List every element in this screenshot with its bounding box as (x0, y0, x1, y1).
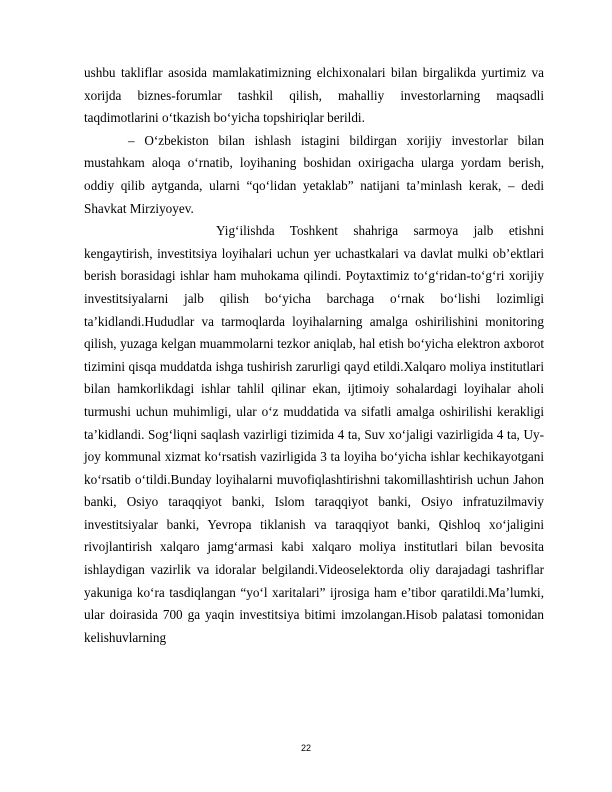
document-page (84, 62, 544, 649)
paragraph-1: ushbu takliflar asosida mamlakatimizning elchixonalari bilan birgalikda yurtimiz va xorijda biznes-forumlar tashkil qilish, mahalliy investorlarning maqsadli taqdimotlarini o‘tkazish bo‘yicha topshiriqlar berildi. (84, 65, 544, 126)
paragraph-2: – O‘zbekiston bilan ishlash istagini bildirgan xorijiy investorlar bilan mustahkam aloqa o‘rnatib, loyihaning boshidan oxirigacha ularga yordam berish, oddiy qilib aytganda, ularni “qo‘lidan yetaklab” natijani ta’minlash kerak, – dedi Shavkat Mirziyoyev. (84, 132, 544, 216)
paragraph-3: Yig‘ilishda Toshkent shahriga sarmoya jalb etishni kengaytirish, investitsiya loyihalari uchun yer uchastkalari va davlat mulki ob’ektlari berish borasidagi ishlar ham muhokama qilindi. Poytaxtimiz to‘g‘ridan-to‘g‘ri xorijiy investitsiyalarni jalb qilish bo‘yicha barchaga o‘rnak bo‘lishi lozimligi ta’kidlandi.Hududlar va tarmoqlarda loyihalarning amalga oshirilishini monitoring qilish, yuzaga kelgan muammolarni tezkor aniqlab, hal etish bo‘yicha elektron axborot tizimini qisqa muddatda ishga tushirish zarurligi qayd etildi.Xalqaro moliya institutlari bilan hamkorlikdagi ishlar tahlil qilinar ekan, ijtimoiy sohalardagi loyihalar aholi turmushi uchun muhimligi, ular o‘z muddatida va sifatli amalga oshirilishi kerakligi ta’kidlandi. Sog‘liqni saqlash vazirligi tizimida 4 ta, Suv xo‘jaligi vazirligida 4 ta, Uy-joy kommunal xizmat ko‘rsatish vazirligida 3 ta loyiha bo‘yicha ishlar kechikayotgani ko‘rsatib o‘tildi.Bunday loyihalarni muvofiqlashtirishni takomillashtirish uchun Jahon banki, Osiyo taraqqiyot banki, Islom taraqqiyot banki, Osiyo infratuzilmaviy investitsiyalar banki, Yevropa tiklanish va taraqqiyot banki, Qishloq xo‘jaligini rivojlantirish xalqaro jamg‘armasi kabi xalqaro moliya institutlari bilan bevosita ishlaydigan vazirlik va idoralar belgilandi.Videoselektorda oliy darajadagi tashriflar yakuniga ko‘ra tasdiqlangan “yo‘l xaritalari” ijrosiga ham e’tibor qaratildi.Ma’lumki, ular doirasida 700 ga yaqin investitsiya bitimi imzolangan.Hisob palatasi tomonidan kelishuvlarning (84, 223, 544, 645)
page-number: 22 (300, 743, 311, 753)
